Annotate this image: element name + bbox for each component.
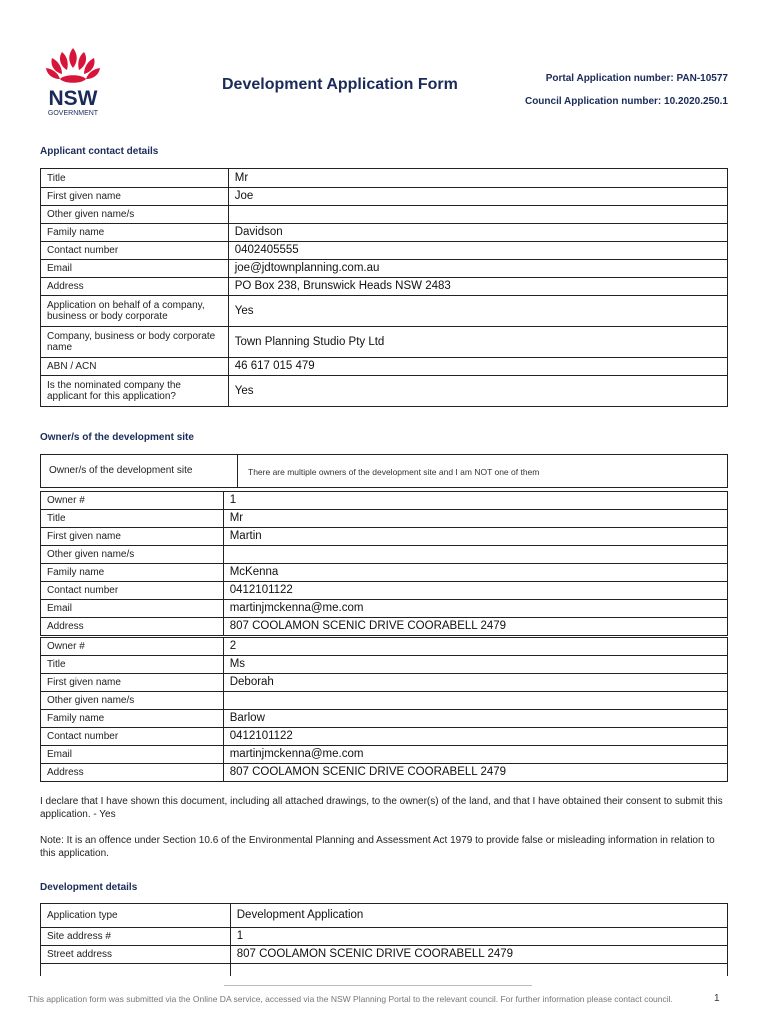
owners-summary-label: Owner/s of the development site — [49, 465, 193, 476]
table-row — [41, 964, 728, 976]
table-row — [41, 528, 728, 546]
field-label: Contact number — [41, 582, 224, 600]
field-value: Barlow — [223, 710, 727, 728]
table-row — [41, 656, 728, 674]
field-value: 0402405555 — [228, 242, 727, 260]
table-row — [41, 224, 728, 242]
field-label: Contact number — [41, 728, 224, 746]
footer-divider — [224, 985, 532, 986]
application-type-table — [40, 903, 728, 928]
owners-summary-box — [40, 454, 728, 488]
field-label: Owner # — [41, 638, 224, 656]
field-label: First given name — [41, 528, 224, 546]
field-label: Email — [41, 746, 224, 764]
field-label: Email — [41, 600, 224, 618]
field-label: Address — [41, 278, 229, 296]
table-row — [41, 242, 728, 260]
owner-1-table — [40, 491, 728, 636]
field-label: Title — [41, 169, 229, 188]
field-label: Owner # — [41, 492, 224, 510]
field-value: Ms — [223, 656, 727, 674]
table-row — [41, 169, 728, 188]
table-row — [41, 946, 728, 964]
field-value: joe@jdtownplanning.com.au — [228, 260, 727, 278]
field-label: Title — [41, 510, 224, 528]
table-row — [41, 928, 728, 946]
logo-government-text: GOVERNMENT — [47, 110, 99, 117]
table-row — [41, 904, 728, 928]
field-value — [228, 206, 727, 224]
table-row — [41, 510, 728, 528]
field-label: ABN / ACN — [41, 358, 229, 376]
table-row — [41, 564, 728, 582]
form-title: Development Application Form — [222, 76, 458, 93]
field-label: Address — [41, 764, 224, 782]
field-label: Address — [41, 618, 224, 636]
field-value: 807 COOLAMON SCENIC DRIVE COORABELL 2479 — [223, 764, 727, 782]
field-label: Other given name/s — [41, 206, 229, 224]
table-row — [41, 376, 728, 407]
field-label: Application on behalf of a company, business or body corporate — [41, 296, 229, 327]
field-value: 2 — [223, 638, 727, 656]
field-value: 0412101122 — [223, 582, 727, 600]
table-row — [41, 710, 728, 728]
table-row — [41, 188, 728, 206]
field-value: Joe — [228, 188, 727, 206]
field-value: 46 617 015 479 — [228, 358, 727, 376]
field-value: 0412101122 — [223, 728, 727, 746]
field-label: Application type — [41, 904, 231, 928]
table-row — [41, 728, 728, 746]
field-value: PO Box 238, Brunswick Heads NSW 2483 — [228, 278, 727, 296]
field-value: Yes — [228, 376, 727, 407]
table-row — [41, 260, 728, 278]
waratah-icon — [46, 48, 100, 83]
field-value: 1 — [223, 492, 727, 510]
table-row — [41, 674, 728, 692]
table-row — [41, 764, 728, 782]
table-row — [41, 618, 728, 636]
owner-consent-declaration: I declare that I have shown this document, including all attached drawings, to the owner(s) of the land, and that I have obtained their consent to submit this application. - Yes — [40, 796, 723, 820]
field-label: Is the nominated company the applicant for this application? — [41, 376, 229, 407]
field-value: Deborah — [223, 674, 727, 692]
table-row — [41, 746, 728, 764]
offence-note: Note: It is an offence under Section 10.6 of the Environmental Planning and Assessment Act 1979 to provide false or misleading information in relation to this application. — [40, 835, 715, 859]
table-row — [41, 546, 728, 564]
owners-section-heading: Owner/s of the development site — [40, 432, 194, 443]
table-row — [41, 600, 728, 618]
field-label: Family name — [41, 710, 224, 728]
field-value: martinjmckenna@me.com — [223, 746, 727, 764]
field-value: McKenna — [223, 564, 727, 582]
field-label: Contact number — [41, 242, 229, 260]
field-label: Company, business or body corporate name — [41, 327, 229, 358]
table-row — [41, 358, 728, 376]
field-value: Yes — [228, 296, 727, 327]
nsw-government-logo — [38, 44, 108, 118]
table-row — [41, 278, 728, 296]
field-label: First given name — [41, 188, 229, 206]
table-row — [41, 296, 728, 327]
field-label: Family name — [41, 224, 229, 242]
council-application-number: Council Application number: 10.2020.250.1 — [524, 96, 728, 107]
empty-cell — [41, 964, 231, 976]
field-value: Martin — [223, 528, 727, 546]
table-row — [41, 492, 728, 510]
field-value — [223, 546, 727, 564]
applicant-section-heading: Applicant contact details — [40, 146, 159, 157]
logo-nsw-text: NSW — [48, 87, 98, 110]
field-value — [223, 692, 727, 710]
field-value: 807 COOLAMON SCENIC DRIVE COORABELL 2479 — [230, 946, 727, 964]
field-label: Family name — [41, 564, 224, 582]
field-label: Site address # — [41, 928, 231, 946]
field-label: Other given name/s — [41, 692, 224, 710]
field-label: Street address — [41, 946, 231, 964]
table-row — [41, 327, 728, 358]
owner-2-table — [40, 637, 728, 782]
field-label: Email — [41, 260, 229, 278]
field-value: Development Application — [230, 904, 727, 928]
field-value: Davidson — [228, 224, 727, 242]
field-label: Title — [41, 656, 224, 674]
portal-application-number: Portal Application number: PAN-10577 — [545, 73, 728, 84]
owners-summary-value: There are multiple owners of the development site and I am NOT one of them — [237, 455, 539, 487]
field-value: martinjmckenna@me.com — [223, 600, 727, 618]
field-label: Other given name/s — [41, 546, 224, 564]
table-row — [41, 582, 728, 600]
site-address-table — [40, 927, 728, 976]
table-row — [41, 206, 728, 224]
field-value: Mr — [228, 169, 727, 188]
table-row — [41, 638, 728, 656]
applicant-table — [40, 168, 728, 407]
page-number: 1 — [714, 993, 720, 1004]
table-row — [41, 692, 728, 710]
development-section-heading: Development details — [40, 882, 138, 893]
field-value: 1 — [230, 928, 727, 946]
field-label: First given name — [41, 674, 224, 692]
footer-text: This application form was submitted via the Online DA service, accessed via the NSW Planning Portal to the relevant council. For further information please contact council. — [28, 994, 673, 1004]
field-value: Mr — [223, 510, 727, 528]
empty-cell — [230, 964, 727, 976]
field-value: 807 COOLAMON SCENIC DRIVE COORABELL 2479 — [223, 618, 727, 636]
field-value: Town Planning Studio Pty Ltd — [228, 327, 727, 358]
